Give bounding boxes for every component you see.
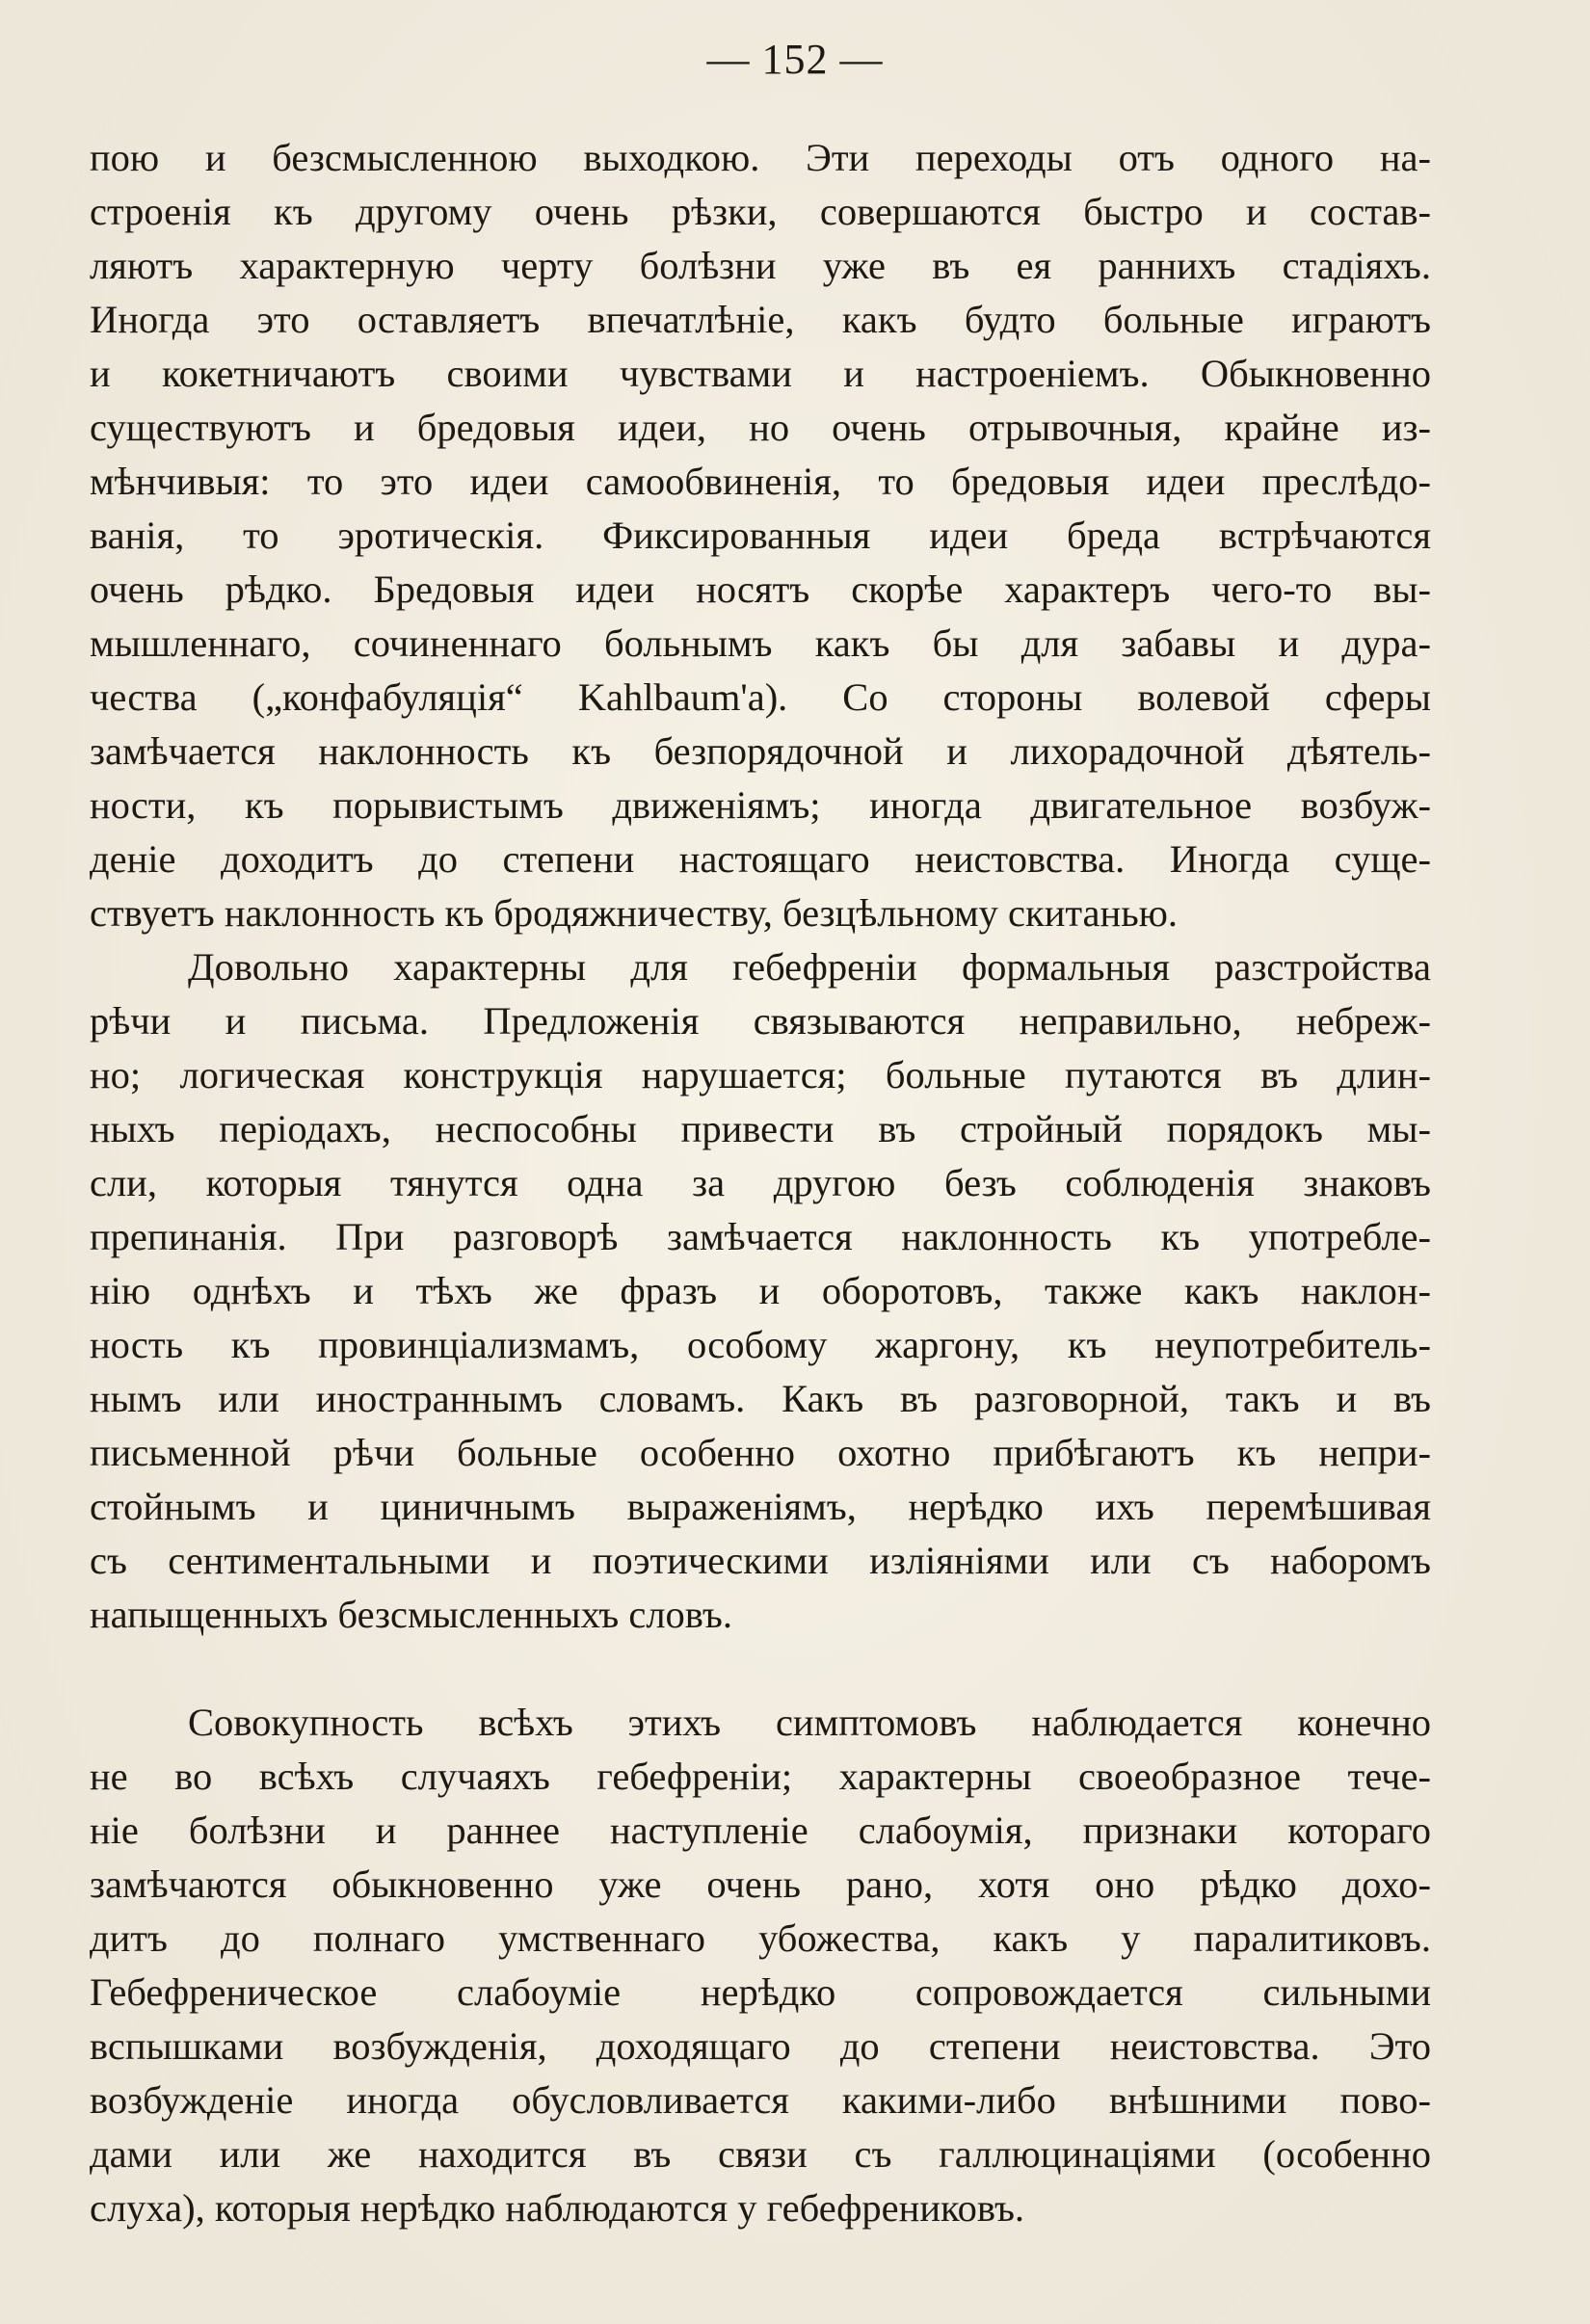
- text-line: Гебефреническое слабоуміе нерѣдко сопровождается сильными: [90, 1970, 1431, 2014]
- text-line: стойнымъ и циничнымъ выраженіямъ, нерѣдко ихъ перемѣшивая: [90, 1485, 1431, 1528]
- text-line: ности, къ порывистымъ движеніямъ; иногда двигательное возбуж-: [90, 783, 1431, 827]
- text-line: вспышками возбужденія, доходящаго до степени неистовства. Это: [90, 2024, 1431, 2068]
- text-line: существуютъ и бредовыя идеи, но очень отрывочныя, крайне из-: [90, 406, 1431, 449]
- text-line: письменной рѣчи больные особенно охотно прибѣгаютъ къ непри-: [90, 1431, 1431, 1474]
- text-line: нію однѣхъ и тѣхъ же фразъ и оборотовъ, также какъ наклон-: [90, 1269, 1431, 1312]
- text-line: слуха), которыя нерѣдко наблюдаются у гебефрениковъ.: [90, 2186, 1025, 2230]
- text-line: Довольно характерны для гебефреніи формальныя разстройства: [188, 945, 1431, 989]
- text-line: строенія къ другому очень рѣзки, совершаются быстро и состав-: [90, 190, 1431, 233]
- text-line: не во всѣхъ случаяхъ гебефреніи; характерны своеобразное тече-: [90, 1755, 1431, 1798]
- text-line: и кокетничаютъ своими чувствами и настроеніемъ. Обыкновенно: [90, 352, 1431, 395]
- text-line: напыщенныхъ безсмысленныхъ словъ.: [90, 1593, 732, 1636]
- text-line: нымъ или иностраннымъ словамъ. Какъ въ разговорной, такъ и въ: [90, 1377, 1431, 1420]
- text-line: ныхъ періодахъ, неспособны привести въ стройный порядокъ мы-: [90, 1107, 1431, 1150]
- text-line: замѣчается наклонность къ безпорядочной и лихорадочной дѣятель-: [90, 729, 1431, 773]
- text-line: дитъ до полнаго умственнаго убожества, какъ у паралитиковъ.: [90, 1916, 1431, 1960]
- text-line: ванія, то эротическія. Фиксированныя идеи бреда встрѣчаются: [90, 514, 1431, 557]
- text-line: возбужденіе иногда обусловливается какими-либо внѣшними пово-: [90, 2078, 1431, 2122]
- text-line: Совокупность всѣхъ этихъ симптомовъ наблюдается конечно: [188, 1701, 1431, 1744]
- text-line: ность къ провинціализмамъ, особому жаргону, къ неупотребитель-: [90, 1323, 1431, 1366]
- text-line: замѣчаются обыкновенно уже очень рано, хотя оно рѣдко дохо-: [90, 1862, 1431, 1906]
- text-line: ствуетъ наклонность къ бродяжничеству, безцѣльному скитанью.: [90, 891, 1179, 935]
- text-line: дами или же находится въ связи съ галлюцинаціями (особенно: [90, 2132, 1431, 2176]
- text-line: но; логическая конструкція нарушается; больные путаются въ длин-: [90, 1053, 1431, 1096]
- text-line: мышленнаго, сочиненнаго больнымъ какъ бы для забавы и дура-: [90, 621, 1431, 665]
- text-line: ніе болѣзни и раннее наступленіе слабоумія, признаки котораго: [90, 1809, 1431, 1852]
- text-line: очень рѣдко. Бредовыя идеи носятъ скорѣе характеръ чего-то вы-: [90, 568, 1431, 611]
- text-line: препинанія. При разговорѣ замѣчается наклонность къ употребле-: [90, 1215, 1431, 1258]
- text-line: рѣчи и письма. Предложенія связываются неправильно, небреж-: [90, 999, 1431, 1043]
- text-line: Иногда это оставляетъ впечатлѣніе, какъ будто больные играютъ: [90, 298, 1431, 341]
- text-line: деніе доходитъ до степени настоящаго неистовства. Иногда суще-: [90, 837, 1431, 881]
- text-line: ляютъ характерную черту болѣзни уже въ ея раннихъ стадіяхъ.: [90, 244, 1431, 287]
- text-line: съ сентиментальными и поэтическими изліяніями или съ наборомъ: [90, 1539, 1431, 1582]
- text-line: сли, которыя тянутся одна за другою безъ соблюденія знаковъ: [90, 1161, 1431, 1204]
- text-line: мѣнчивыя: то это идеи самообвиненія, то бредовыя идеи преслѣдо-: [90, 460, 1431, 503]
- page-number: — 152 —: [706, 36, 884, 83]
- text-line: чества („конфабуляція“ Kahlbaum'a). Со стороны волевой сферы: [90, 675, 1431, 719]
- text-line: пою и безсмысленною выходкою. Эти переходы отъ одного на-: [90, 136, 1431, 179]
